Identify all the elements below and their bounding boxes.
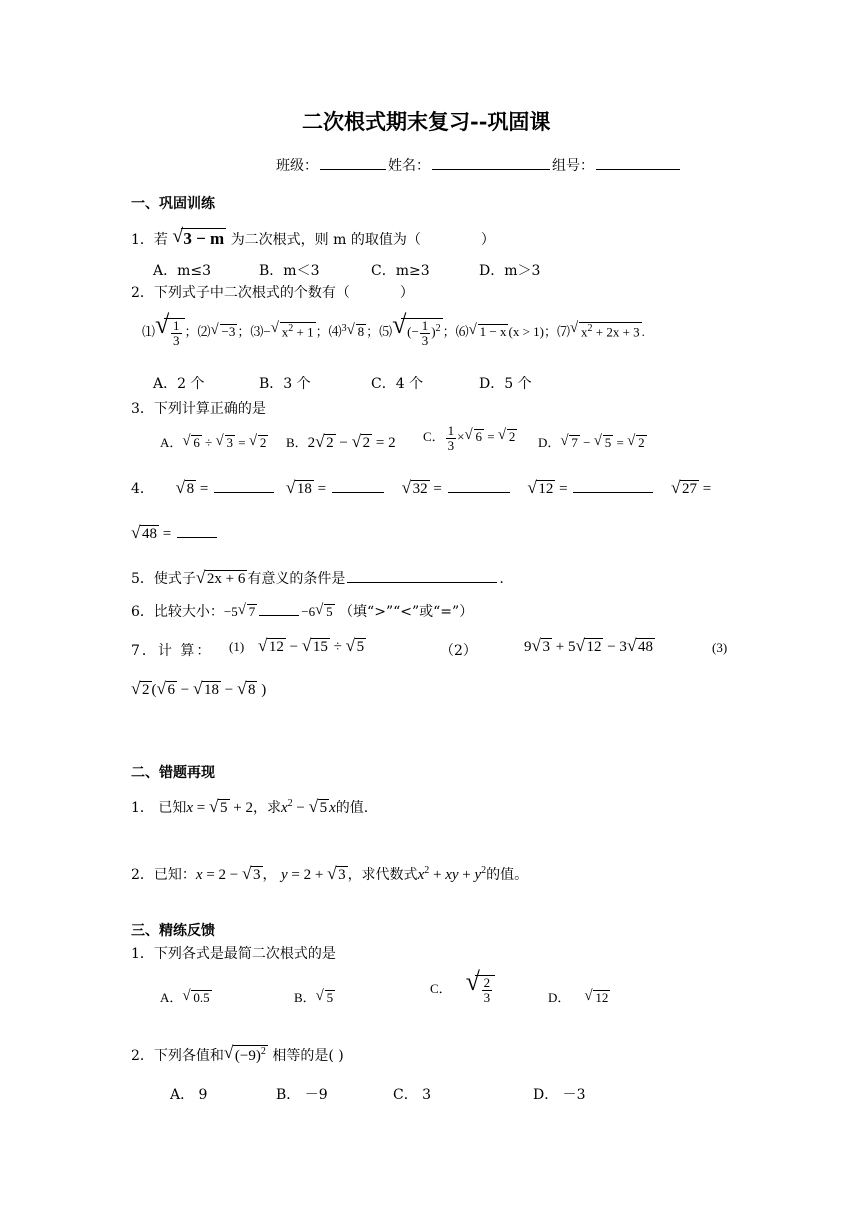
group-blank xyxy=(596,155,680,170)
q7-part-3-label: (3) xyxy=(712,640,728,655)
f2-option-a: A． 9 xyxy=(170,1087,208,1103)
f1-option-b: B． √ 5 xyxy=(294,988,334,1005)
question-4: 4． √ 8 = √ 18 = √ 32 = √ 12 = √ 27 = xyxy=(131,478,712,497)
question-1: 1．若 √ 3 − m 为二次根式，则 m 的取值为（ ） xyxy=(131,226,495,248)
practice-question-1: 1．下列各式是最简二次根式的是 xyxy=(131,946,336,962)
page-title: 二次根式期末复习--巩固课 xyxy=(302,109,551,134)
q3-option-c: C． $\frac{1}{3}$ × √ 6 = √ 2 xyxy=(423,423,516,453)
question-4-line-2: √ 48 = xyxy=(131,523,219,543)
class-label: 班级： xyxy=(276,158,318,174)
question-3: 3．下列计算正确的是 xyxy=(131,401,266,417)
question-5: 5．使式子 √ 2x + 6 有意义的条件是 . xyxy=(131,568,504,587)
f1-option-a: A． √ 0.5 xyxy=(160,988,210,1005)
student-info-line xyxy=(276,155,682,175)
f2-option-b: B． －9 xyxy=(276,1087,328,1103)
q1-option-b: B．m＜3 xyxy=(259,263,320,279)
q3-option-b: B．2 √ 2 − √ 2 = 2 xyxy=(286,432,396,451)
q1-option-c: C．m≥3 xyxy=(371,263,430,279)
class-blank xyxy=(320,155,386,170)
f1-option-d: D． √ 12 xyxy=(548,988,609,1005)
question-7: 7．计 算： xyxy=(131,643,213,659)
q1-option-d: D．m＞3 xyxy=(479,263,541,279)
q2-option-a: A．2 个 xyxy=(153,376,205,392)
q2-option-b: B．3 个 xyxy=(259,376,311,392)
question-6: 6．比较大小：−5 √ 7 −6 √ 5 （填“>”“<”或“=”） xyxy=(131,602,474,620)
error-question-1: 1． 已知x = √ 5 + 2，求$x^2$ − √ 5 x的值. xyxy=(131,797,369,816)
q7-part-1: (1) √ 12 − √ 15 ÷ √ 5 xyxy=(229,636,365,655)
f2-option-d: D． －3 xyxy=(533,1087,586,1103)
q2-option-c: C．4 个 xyxy=(371,376,424,392)
name-label: 姓名： xyxy=(388,158,430,174)
q3-option-d: D． √ 7 − √ 5 = √ 2 xyxy=(538,433,645,450)
f2-option-c: C． 3 xyxy=(393,1087,432,1103)
q7-part-2: 9 √ 3 + 5 √ 12 − 3 √ 48 xyxy=(524,636,653,655)
group-label: 组号： xyxy=(552,158,594,174)
section-heading-2: 二、错题再现 xyxy=(131,765,215,781)
section-heading-3: 三、精练反馈 xyxy=(131,923,215,939)
question-2: 2．下列式子中二次根式的个数有（ ） xyxy=(131,285,414,301)
q3-option-a: A． √ 6 ÷ √ 3 = √ 2 xyxy=(160,433,267,450)
f1-option-c: C． √ $\frac{2}{3}$ xyxy=(430,975,495,1004)
section-heading-1: 一、巩固训练 xyxy=(131,196,215,212)
q2-option-d: D．5 个 xyxy=(479,376,532,392)
sqrt-expression: √ 3 − m xyxy=(172,226,225,248)
q7-part-3: √ 2 ( √ 6 − √ 18 − √ 8 ) xyxy=(131,679,267,698)
q7-part-2-label: （2） xyxy=(440,643,477,659)
q2-expressions: ⑴ √ $\frac{1}{3}$ ；⑵ √ −3 ；⑶− √ $x^2 + 1$ ；⑷$^3$ √ 8 ；⑸ √ (− $\frac{1}{3}$ )$^2$ ；⑹ √ 1 − x (x > 1)；⑺ √ $x^2 + 2x + 3$ . xyxy=(142,310,645,348)
name-blank xyxy=(432,155,550,170)
practice-question-2: 2．下列各值和 √ $(-9)^2$ 相等的是( ) xyxy=(131,1043,344,1064)
q1-option-a: A．m≤3 xyxy=(153,263,212,279)
error-question-2: 2．已知：x = 2 − √ 3 ， y = 2 + √ 3 ，求代数式$x^2$ + xy + $y^2$的值。 xyxy=(131,864,529,883)
